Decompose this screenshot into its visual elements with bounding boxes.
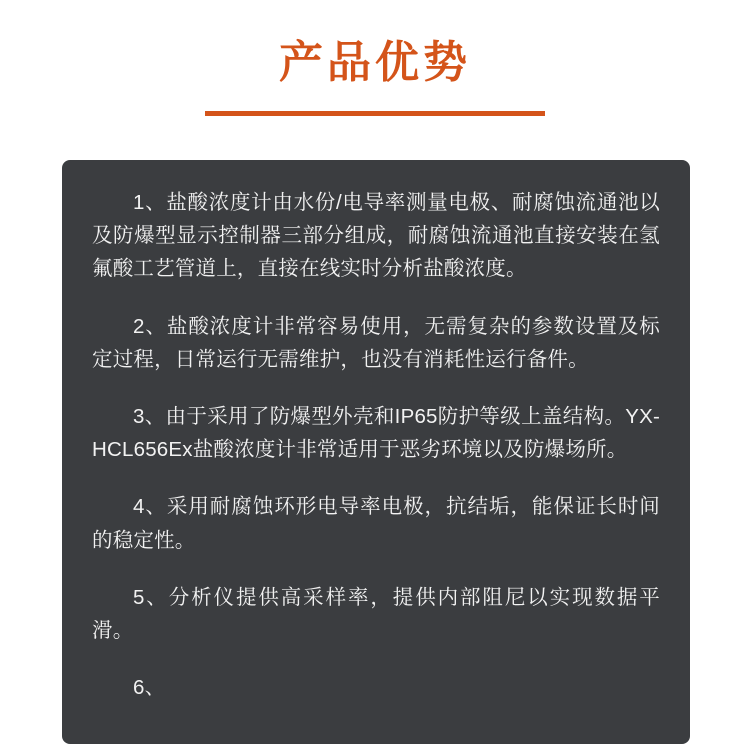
- advantage-paragraph-3: 3、由于采用了防爆型外壳和IP65防护等级上盖结构。YX-HCL656Ex盐酸浓度计非常适用于恶劣环境以及防爆场所。: [92, 405, 660, 462]
- title-underline-rule: [205, 111, 545, 116]
- advantage-paragraph-6: 6、: [133, 676, 166, 700]
- page-title: 产品优势: [279, 38, 471, 87]
- advantage-paragraph-1: 1、盐酸浓度计由水份/电导率测量电极、耐腐蚀流通池以及防爆型显示控制器三部分组成，耐腐蚀流通池直接安装在氢氟酸工艺管道上，直接在线实时分析盐酸浓度。: [92, 191, 660, 281]
- advantages-card: [62, 160, 690, 744]
- advantage-paragraph-5: 5、分析仪提供高采样率，提供内部阻尼以实现数据平滑。: [92, 585, 660, 643]
- advantage-paragraph-4: 4、采用耐腐蚀环形电导率电极，抗结垢，能保证长时间的稳定性。: [92, 495, 660, 552]
- page-header: [0, 0, 750, 116]
- advantage-paragraph-2: 2、盐酸浓度计非常容易使用，无需复杂的参数设置及标定过程，日常运行无需维护，也没有消耗性运行备件。: [92, 314, 660, 371]
